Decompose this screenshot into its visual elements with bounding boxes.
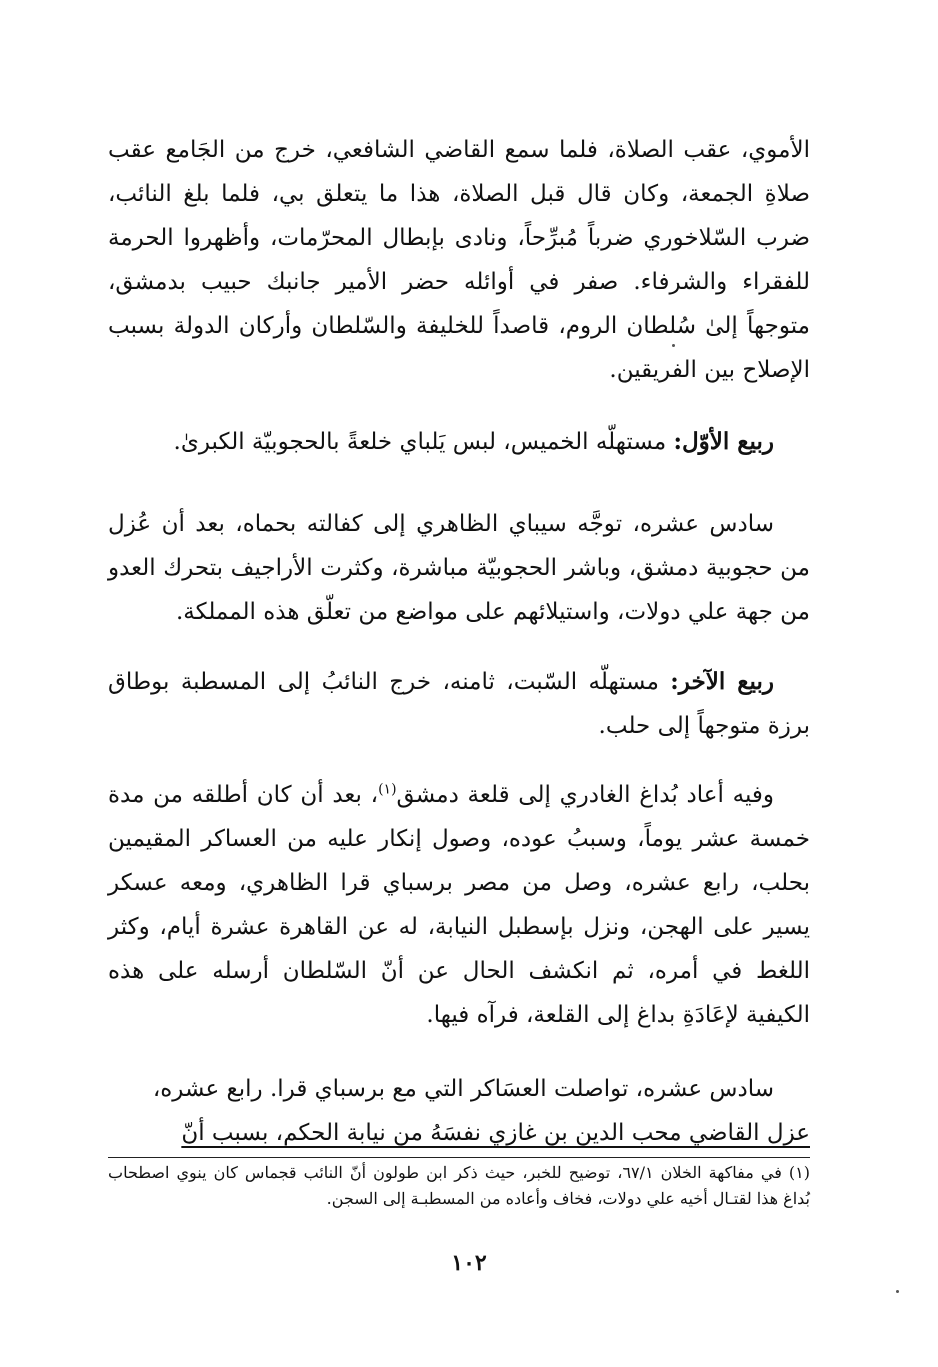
scan-speck [896, 1290, 899, 1293]
footnote [108, 1160, 810, 1212]
paragraph-6-line-2: عزل القاضي محب الدين بن غازي نفسَهُ من نيابة الحكم، بسبب أنّ [181, 1120, 810, 1146]
scan-speck [672, 344, 675, 347]
month-heading-rabi-al-akhir: ربيع الآخر: [670, 668, 774, 695]
footnote-text: في مفاكهة الخلان ٦٧/١، توضيح للخبر، حيث ذكر ابن طولون أنّ النائب قجماس كان ينوي اصطحاب بُداغ هذا لقتـال أخيه علي دولات، فخاف وأعاده من المسطبـة إلى السجن. [108, 1163, 810, 1208]
month-heading-rabi-al-awwal: ربيع الأوّل: [673, 428, 774, 455]
footnote-separator [108, 1157, 810, 1158]
paragraph-6 [108, 1067, 810, 1155]
paragraph-5 [108, 773, 810, 1037]
footnote-reference-mark: (١) [378, 781, 397, 798]
paragraph-rabi-al-akhir-text: مستهلّه السّبت، ثامنه، خرج النائبُ إلى المسطبة بوطاق برزة متوجهاً إلى حلب. [108, 669, 810, 739]
paragraph-rabi-al-awwal [108, 420, 810, 464]
paragraph-1-text: الأموي، عقب الصلاة، فلما سمع القاضي الشافعي، خرج من الجَامع عقب صلاةِ الجمعة، وكان قال قبل الصلاة، هذا ما يتعلق بي، فلما بلغ النائب، ضرب السّلاخوري ضرباً مُبرِّحاً، ونادى بإبطال المحرّمات، وأظهروا الحرمة للفقراء والشرفاء. صفر في أوائله حضر الأمير جانبك حبيب بدمشق، متوجهاً إلىٰ سُلطان الروم، قاصداً للخليفة والسّلطان وأركان الدولة بسبب الإصلاح بين الفريقين. [108, 137, 810, 383]
page-number: ١٠٢ [451, 1250, 487, 1276]
paragraph-5-text-end: ، بعد أن كان أطلقه من مدة خمسة عشر يوماً، وسببُ عوده، وصول إنكار عليه من العساكر المقيمين بحلب، رابع عشره، وصل من مصر برسباي قرا الظاهري، ومعه عسكر يسير على الهجن، ونزل بإسطبل النيابة، له عن القاهرة عشرة أيام، وكثر اللغط في أمره، ثم انكشف الحال عن أنّ السّلطان أرسله على هذه الكيفية لإعَادَةِ بداغ إلى القلعة، فرآه فيها. [108, 782, 810, 1028]
paragraph-rabi-al-awwal-text: مستهلّه الخميس، لبس يَلباي خلعةً بالحجوبيّة الكبرىٰ. [173, 429, 674, 455]
paragraph-5-text-start: وفيه أعاد بُداغ الغادري إلى قلعة دمشق [396, 782, 774, 808]
paragraph-1 [108, 128, 810, 392]
paragraph-6-line-1: سادس عشره، تواصلت العسَاكر التي مع برسباي قرا. رابع عشره، [152, 1076, 774, 1102]
paragraph-3-text: سادس عشره، توجَّه سيباي الظاهري إلى كفالته بحماه، بعد أن عُزل من حجوبية دمشق، وباشر الحجوبيّة مباشرة، وكثرت الأراجيف بتحرك العدو من جهة علي دولات، واستيلائهم على مواضع من تعلّق هذه المملكة. [108, 511, 810, 625]
paragraph-3 [108, 502, 810, 634]
paragraph-rabi-al-akhir [108, 660, 810, 748]
footnote-mark: (١) [788, 1163, 810, 1182]
